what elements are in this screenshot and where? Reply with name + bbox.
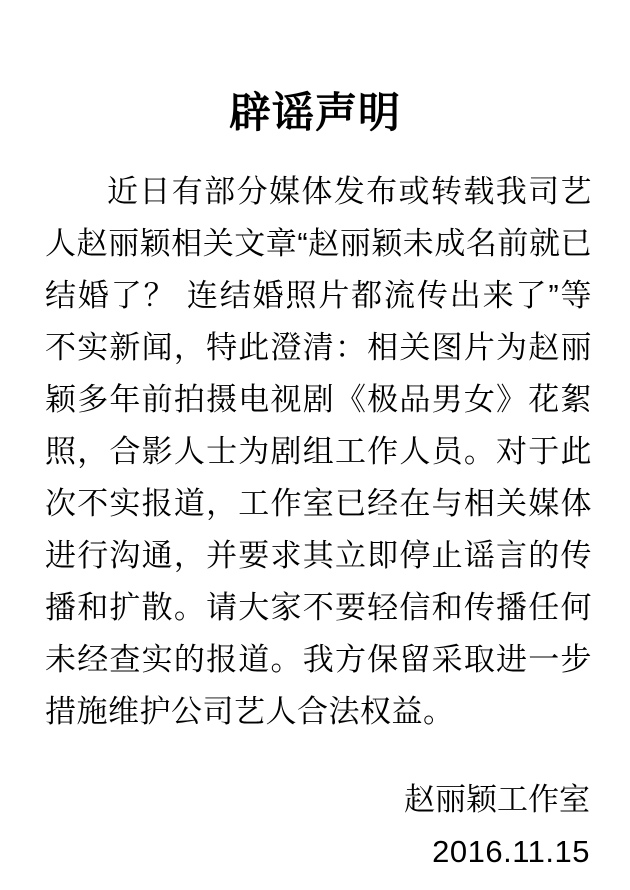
statement-body-paragraph: 近日有部分媒体发布或转载我司艺人赵丽颖相关文章“赵丽颖未成名前就已结婚了？ 连结婚照片都流传出来了”等不实新闻，特此澄清：相关图片为赵丽颖多年前拍摄电视剧《极品男女》花絮照，合影人士为剧组工作人员。对于此次不实报道，工作室已经在与相关媒体进行沟通，并要求其立即停止谣言的传播和扩散。请大家不要轻信和传播任何未经查实的报道。我方保留采取进一步措施维护公司艺人合法权益。	[45, 174, 592, 729]
signature-block	[0, 774, 590, 878]
statement-title: 辟谣声明	[228, 89, 401, 136]
signature: 赵丽颖工作室	[404, 782, 590, 817]
statement-date: 2016.11.15	[432, 834, 590, 869]
